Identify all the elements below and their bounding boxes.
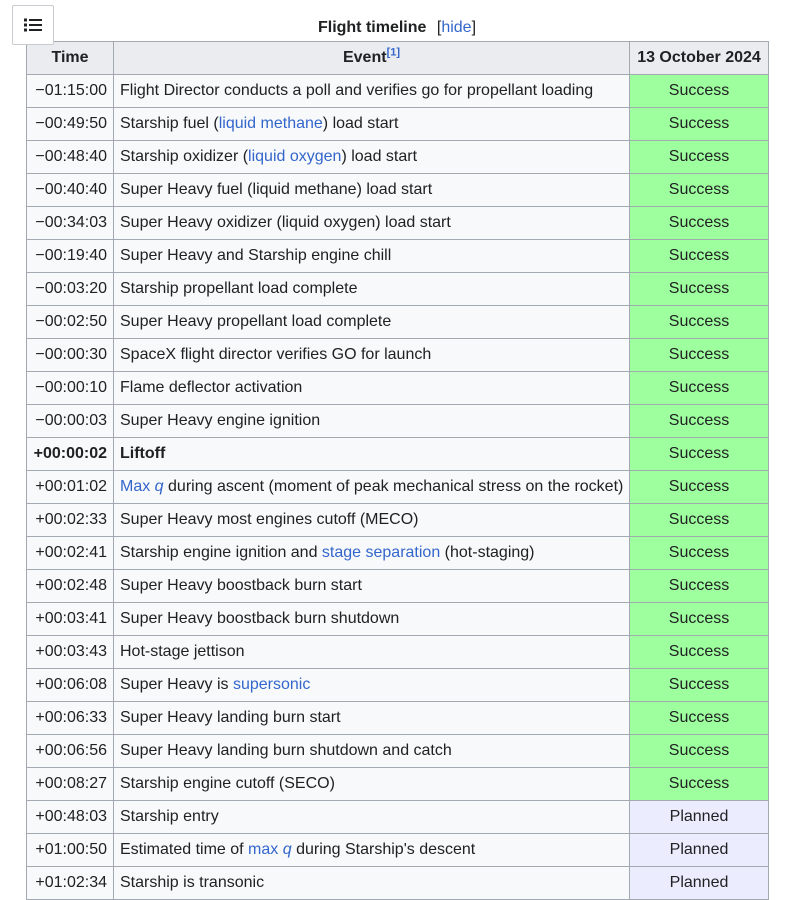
status-cell: Planned [630,834,769,867]
time-cell: +00:03:43 [27,636,114,669]
event-cell [114,603,630,636]
table-row [27,636,769,669]
event-text: Super Heavy fuel (liquid methane) load start [120,181,433,198]
event-cell [114,306,630,339]
status-cell: Success [630,603,769,636]
event-cell [114,504,630,537]
table-header-row [27,42,769,75]
table-body [27,75,769,900]
time-cell: +00:06:08 [27,669,114,702]
status-cell: Success [630,108,769,141]
table-row [27,438,769,471]
event-cell [114,537,630,570]
table-row [27,405,769,438]
event-cell [114,372,630,405]
event-text: Estimated time of [120,841,249,858]
status-cell: Success [630,174,769,207]
time-cell: −00:34:03 [27,207,114,240]
event-cell [114,174,630,207]
table-row [27,768,769,801]
table-row [27,141,769,174]
status-cell: Success [630,372,769,405]
event-cell [114,108,630,141]
hide-open-bracket: [ [436,19,442,36]
event-cell [114,636,630,669]
event-text: Super Heavy oxidizer (liquid oxygen) load start [120,214,451,231]
event-text: Flame deflector activation [120,379,303,396]
time-cell: −00:03:20 [27,273,114,306]
event-text: Super Heavy landing burn shutdown and catch [120,742,452,759]
event-text: Starship engine ignition and [120,544,322,561]
status-cell: Success [630,339,769,372]
status-cell: Success [630,702,769,735]
table-row [27,75,769,108]
status-cell: Success [630,636,769,669]
time-cell: +00:02:48 [27,570,114,603]
event-text: Super Heavy most engines cutoff (MECO) [120,511,419,528]
time-cell: +00:06:33 [27,702,114,735]
event-text: Starship engine cutoff (SECO) [120,775,335,792]
time-cell: −00:02:50 [27,306,114,339]
status-cell: Success [630,504,769,537]
table-row [27,339,769,372]
status-cell: Success [630,735,769,768]
event-cell [114,669,630,702]
column-header-event [114,42,630,75]
event-cell [114,801,630,834]
event-link[interactable]: q [282,841,292,858]
event-cell [114,273,630,306]
event-link[interactable]: supersonic [232,676,311,693]
table-row [27,372,769,405]
event-text: SpaceX flight director verifies GO for launch [120,346,432,363]
event-cell [114,570,630,603]
event-text: ) load start [322,115,399,132]
status-cell: Planned [630,867,769,900]
time-cell: −00:00:30 [27,339,114,372]
event-text: Hot-stage jettison [120,643,245,660]
status-cell: Success [630,207,769,240]
event-cell [114,768,630,801]
table-row [27,801,769,834]
time-cell: −00:49:50 [27,108,114,141]
status-cell: Planned [630,801,769,834]
toc-toggle-button[interactable] [12,5,54,45]
event-link[interactable]: liquid oxygen [248,148,342,165]
table-row [27,537,769,570]
event-text: during Starship's descent [291,841,476,858]
status-cell: Success [630,438,769,471]
table-row [27,207,769,240]
table-row [27,834,769,867]
table-row [27,669,769,702]
caption-title: Flight timeline [317,19,427,36]
time-cell: −00:00:10 [27,372,114,405]
status-cell: Success [630,537,769,570]
event-text: Starship is transonic [120,874,265,891]
column-header-date: 13 October 2024 [630,42,769,75]
event-link[interactable]: liquid methane [218,115,323,132]
time-cell: −00:00:03 [27,405,114,438]
status-cell: Success [630,75,769,108]
time-cell: +00:08:27 [27,768,114,801]
event-text: Super Heavy is [120,676,233,693]
event-text: Starship entry [120,808,219,825]
event-text: ) load start [341,148,418,165]
table-row [27,570,769,603]
time-cell: +00:02:33 [27,504,114,537]
table-row [27,108,769,141]
time-cell: +00:06:56 [27,735,114,768]
table-row [27,603,769,636]
hide-close-bracket: ] [471,19,477,36]
event-cell [114,207,630,240]
time-cell: +00:01:02 [27,471,114,504]
event-cell [114,702,630,735]
status-cell: Success [630,570,769,603]
status-cell: Success [630,669,769,702]
status-cell: Success [630,768,769,801]
status-cell: Success [630,471,769,504]
table-row [27,702,769,735]
event-cell [114,438,630,471]
time-cell: +00:02:41 [27,537,114,570]
event-text: Super Heavy and Starship engine chill [120,247,392,264]
event-text: during ascent (moment of peak mechanical stress on the rocket) [163,478,624,495]
time-cell: +00:48:03 [27,801,114,834]
event-text: Flight Director conducts a poll and verifies go for propellant loading [120,82,594,99]
time-cell: +01:00:50 [27,834,114,867]
status-cell: Success [630,405,769,438]
hide-link[interactable]: hide [441,19,472,36]
time-cell: +00:00:02 [27,438,114,471]
event-text: Super Heavy boostback burn shutdown [120,610,400,627]
event-cell [114,141,630,174]
table-row [27,306,769,339]
time-cell: +01:02:34 [27,867,114,900]
table-row [27,273,769,306]
status-cell: Success [630,273,769,306]
event-cell [114,471,630,504]
status-cell: Success [630,306,769,339]
table-row [27,240,769,273]
column-header-event-label: Event [342,49,387,66]
event-text: (hot-staging) [440,544,535,561]
time-cell: −00:48:40 [27,141,114,174]
table-row [27,735,769,768]
table-caption [26,18,768,38]
event-cell [114,75,630,108]
time-cell: +00:03:41 [27,603,114,636]
list-icon [23,17,43,33]
event-link[interactable]: stage separation [321,544,441,561]
event-cell [114,240,630,273]
table-row [27,174,769,207]
event-text: Starship fuel ( [120,115,219,132]
flight-timeline-table [26,41,769,900]
event-text: Liftoff [120,445,166,462]
event-link[interactable]: max [248,841,283,858]
event-text: Super Heavy landing burn start [120,709,341,726]
event-cell [114,339,630,372]
hide-toggle [437,19,476,36]
table-row [27,504,769,537]
event-link[interactable]: Max [120,478,155,495]
event-text: Starship propellant load complete [120,280,358,297]
event-text: Super Heavy boostback burn start [120,577,362,594]
event-cell [114,735,630,768]
column-header-time: Time [27,42,114,75]
reference-1[interactable] [387,47,400,59]
status-cell: Success [630,141,769,174]
time-cell: −01:15:00 [27,75,114,108]
time-cell: −00:40:40 [27,174,114,207]
time-cell: −00:19:40 [27,240,114,273]
status-cell: Success [630,240,769,273]
event-text: Starship oxidizer ( [120,148,249,165]
event-text: Super Heavy engine ignition [120,412,321,429]
reference-1-link[interactable]: [1] [386,46,401,59]
event-cell [114,834,630,867]
event-link[interactable]: q [154,478,164,495]
event-cell [114,405,630,438]
table-row [27,471,769,504]
event-text: Super Heavy propellant load complete [120,313,392,330]
